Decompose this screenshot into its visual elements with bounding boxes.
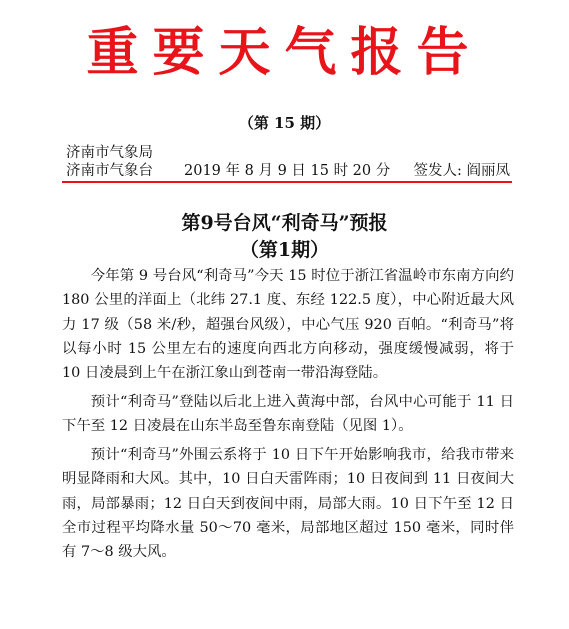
issuer-row-2 bbox=[66, 162, 510, 180]
issuer-header bbox=[66, 144, 510, 180]
body-paragraph: 预计“利奇马”登陆以后北上进入黄海中部，台风中心可能于 11 日下午至 12 日凌晨在山东半岛至鲁东南登陆（见图 1）。 bbox=[62, 393, 514, 435]
signer: 签发人: 阎丽凤 bbox=[413, 163, 510, 179]
article-title-block bbox=[0, 210, 569, 264]
article-title: 第9号台风“利奇马”预报 bbox=[181, 212, 388, 234]
issue-number: （第 15 期） bbox=[238, 114, 331, 132]
body-paragraph: 预计“利奇马”外围云系将于 10 日下午开始影响我市，给我市带来明显降雨和大风。其中，10 日白天雷阵雨；10 日夜间到 11 日夜间大雨，局部暴雨；12 日白天到夜间中雨，局部大雨。10 日下午至 12 日全市过程平均降水量 50～70 毫米，局部地区超过 150 毫米，同时伴有 7～8 级大风。 bbox=[62, 447, 514, 561]
article-subtitle: （第1期） bbox=[239, 239, 330, 261]
red-divider bbox=[62, 181, 512, 183]
issuer-row-1 bbox=[66, 144, 510, 162]
body-paragraph: 今年第 9 号台风“利奇马”今天 15 时位于浙江省温岭市东南方向约 180 公里的洋面上（北纬 27.1 度、东经 122.5 度），中心附近最大风力 17 级（58 米/秒，超强台风级），中心气压 920 百帕。“利奇马”将以每小时 15 公里左右的速度向西北方向移动，强度缓慢减弱，将于 10 日凌晨到上午在浙江象山到苍南一带沿海登陆。 bbox=[62, 268, 514, 382]
issuing-observatory: 济南市气象台 bbox=[66, 163, 153, 179]
issue-date: 2019 年 8 月 9 日 15 时 20 分 bbox=[184, 163, 391, 179]
article-body bbox=[62, 264, 514, 569]
issuing-bureau: 济南市气象局 bbox=[66, 145, 153, 161]
report-banner-title: 重要天气报告 bbox=[86, 22, 483, 83]
